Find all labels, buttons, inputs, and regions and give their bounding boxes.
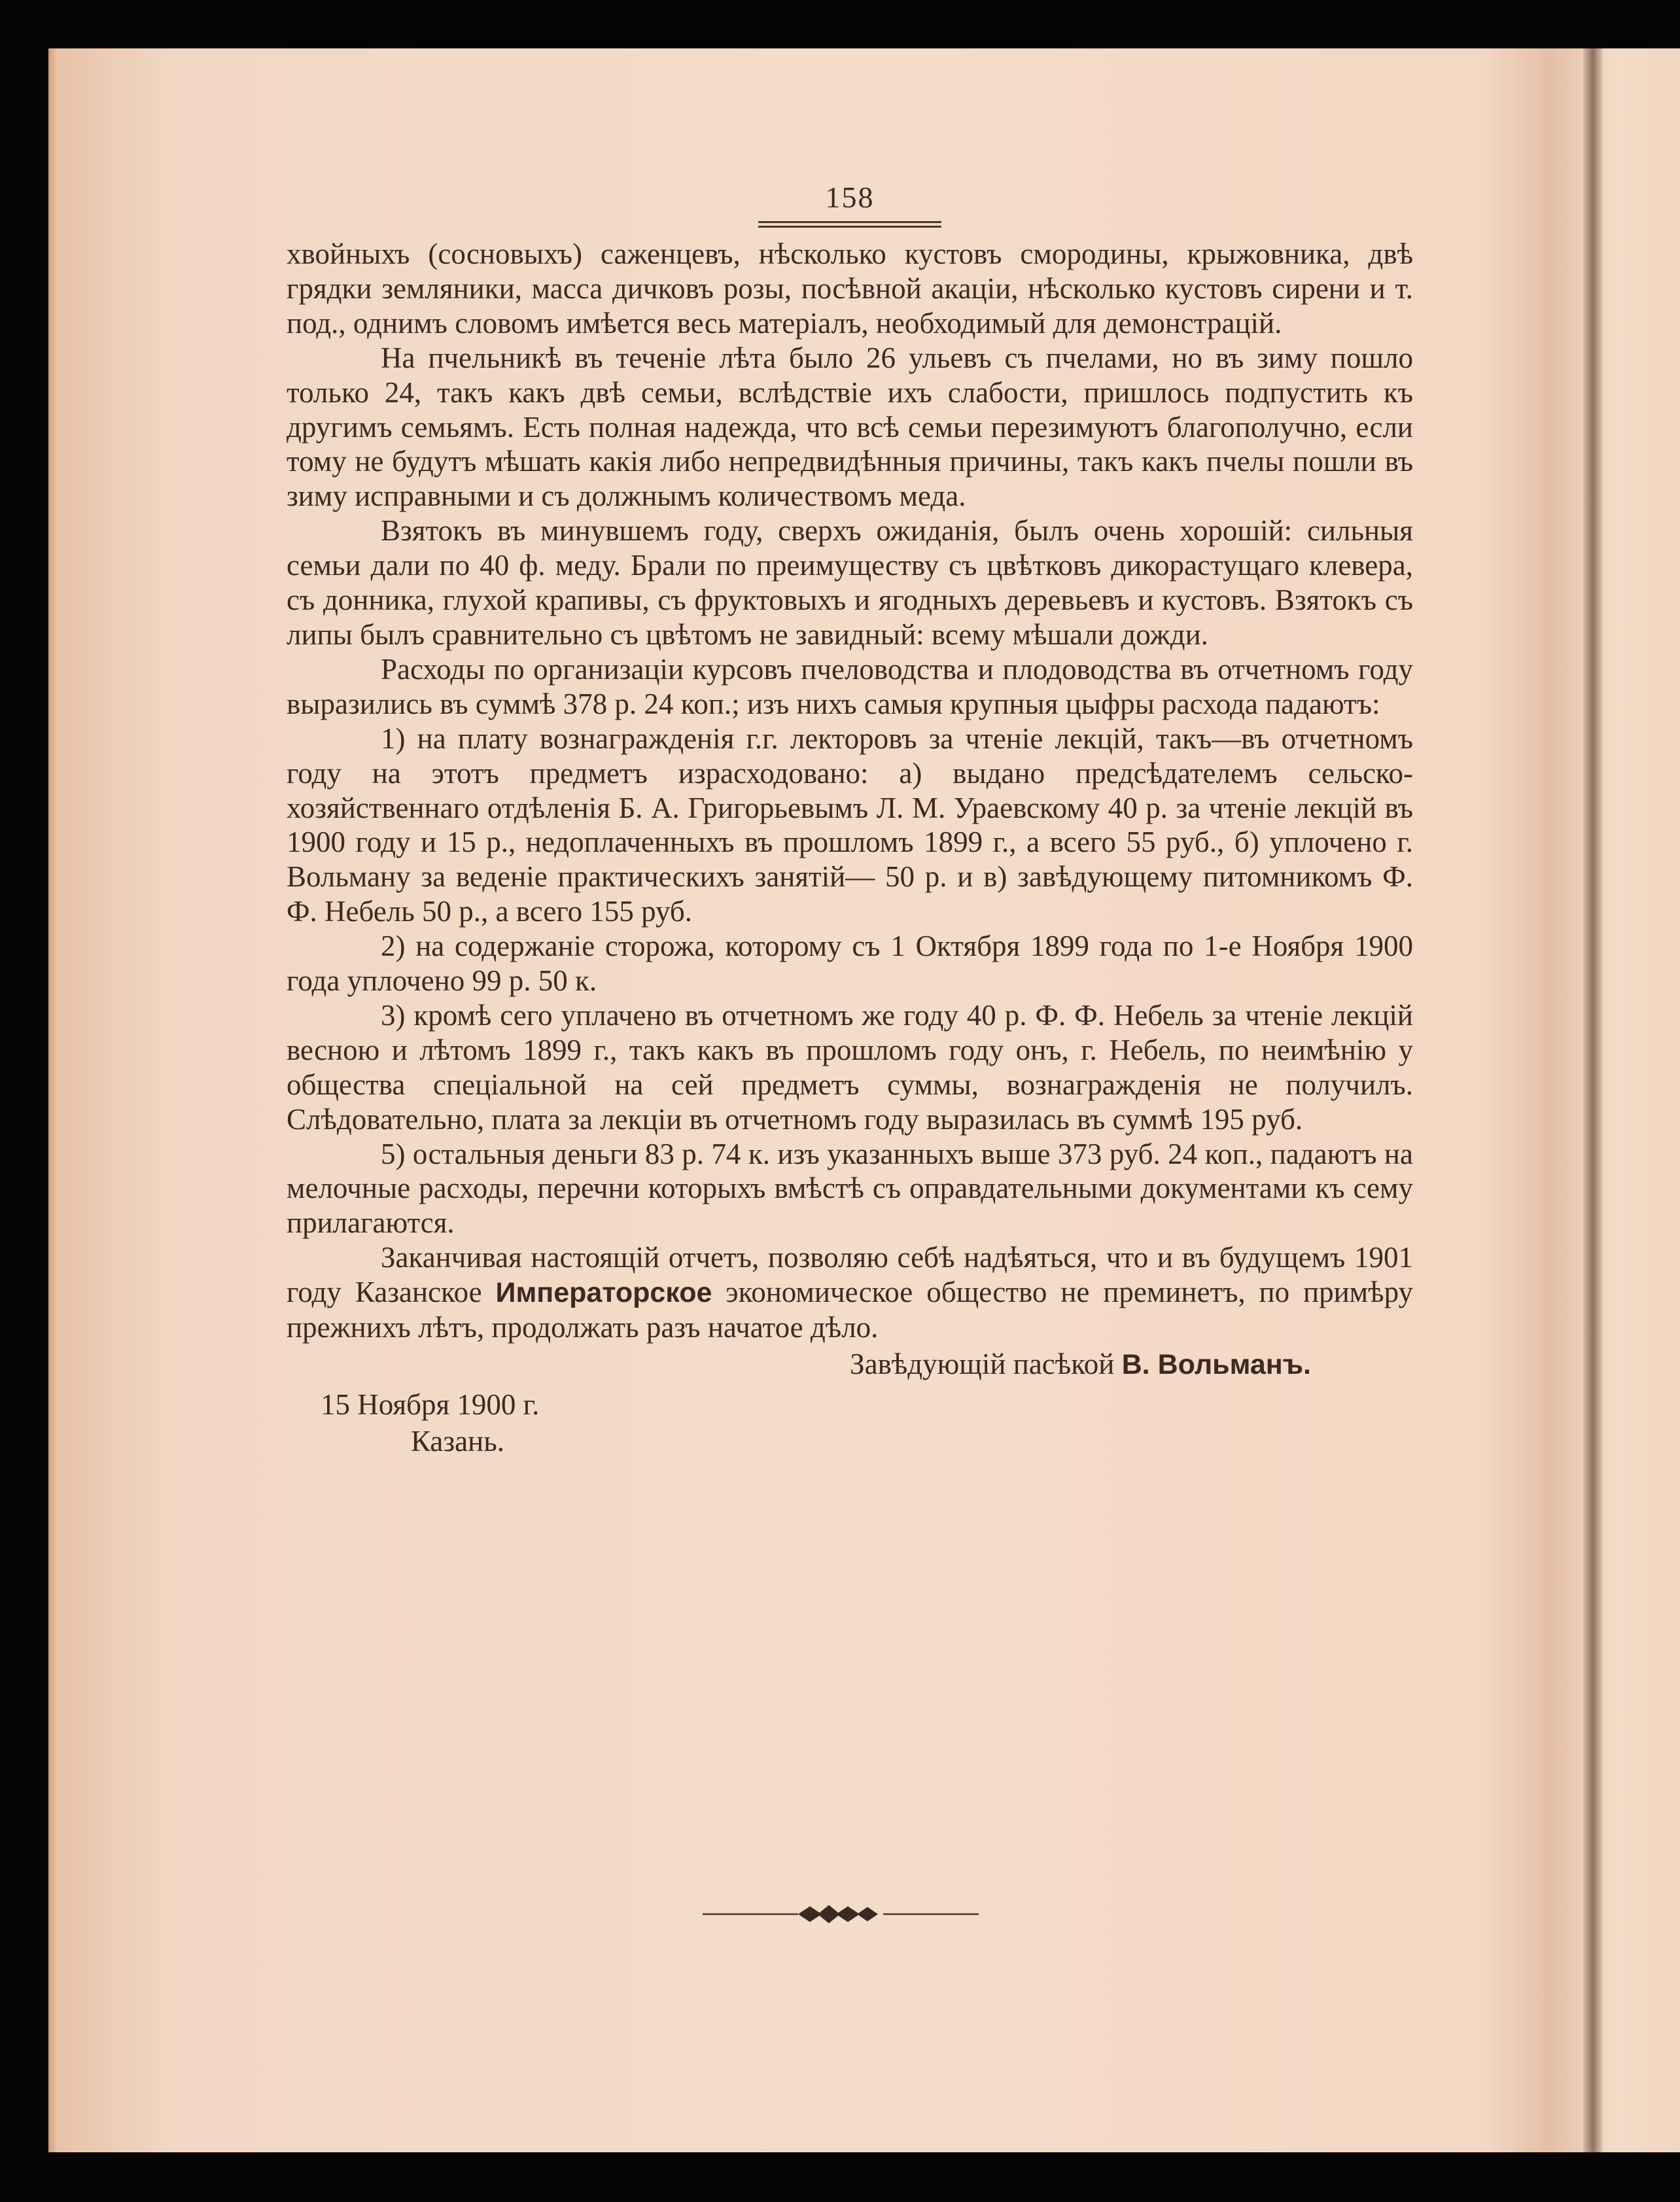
- paragraph-apiary: На пчельникѣ въ теченіе лѣта было 26 ульевъ съ пчелами, но въ зиму пошло только 24, такъ какъ двѣ семьи, вслѣдствіе ихъ слабости, пришлось подпустить къ другимъ семьямъ. Есть полная надежда, что всѣ семьи перезимуютъ благополучно, если тому не будутъ мѣшать какія либо непредвидѣнныя причины, такъ какъ пчелы пошли въ зиму исправными и съ должнымъ количествомъ меда.: [287, 341, 1413, 513]
- end-ornament-icon: [700, 1901, 981, 1927]
- date-block: [287, 1386, 1413, 1459]
- signature-title: Завѣдующій пасѣкой: [850, 1348, 1122, 1380]
- header-double-rule: [758, 221, 941, 228]
- page-number: 158: [825, 181, 875, 214]
- paragraph-expenses: Расходы по организаціи курсовъ пчеловодства и плодоводства въ отчетномъ году выразились въ суммѣ 378 р. 24 коп.; изъ нихъ самыя крупныя цыфры расхода падаютъ:: [287, 652, 1413, 720]
- paragraph-continuation: хвойныхъ (сосновыхъ) саженцевъ, нѣсколько кустовъ смородины, крыжовника, двѣ грядки земляники, масса дичковъ розы, посѣвной акаціи, нѣсколько кустовъ сирени и т. под., однимъ словомъ имѣется весь матеріалъ, необходимый для демонстрацій.: [287, 237, 1413, 340]
- paragraph-item-3: 3) кромѣ сего уплачено въ отчетномъ же году 40 р. Ф. Ф. Небель за чтеніе лекцій весною и лѣтомъ 1899 г., такъ какъ въ прошломъ году онъ, г. Небель, по неимѣнію у общества спеціальной на сей предметъ суммы, вознагражденія не получилъ. Слѣдовательно, плата за лекціи въ отчетномъ году выразилась въ суммѣ 195 руб.: [287, 998, 1413, 1136]
- closing-text-after: экономическое общество не преминетъ, по примѣру прежнихъ лѣтъ, продолжать разъ начатое дѣло.: [287, 1276, 1413, 1344]
- document-city: Казань.: [411, 1425, 504, 1458]
- paragraph-item-1: 1) на плату вознагражденія г.г. лекторовъ за чтеніе лекцій, такъ—въ отчетномъ году на этотъ предметъ израсходовано: а) выдано предсѣдателемъ сельско-хозяйственнаго отдѣленія Б. А. Григорьевымъ Л. М. Ураевскому 40 р. за чтеніе лекцій въ 1900 году и 15 р., недоплаченныхъ въ прошломъ 1899 г., а всего 55 руб., б) уплочено г. Вольману за веденіе практическихъ занятій— 50 р. и в) завѣдующему питомникомъ Ф. Ф. Небель 50 р., а всего 155 руб.: [287, 722, 1413, 928]
- page-edge: [48, 48, 58, 2152]
- closing-emphasis: Императорское: [495, 1277, 712, 1309]
- signature-line: [287, 1346, 1413, 1382]
- book-gutter-shadow: [1583, 48, 1603, 2152]
- page-text-block: [287, 177, 1413, 1459]
- paragraph-closing: [287, 1240, 1413, 1345]
- document-date: 15 Ноября 1900 г.: [321, 1388, 540, 1421]
- signature-name: В. Вольманъ.: [1121, 1349, 1311, 1380]
- closing-text-before: Заканчивая настоящій отчетъ, позволяю себѣ надѣяться, что и въ будущемъ 1901 году Казанское: [287, 1241, 1413, 1309]
- paragraph-item-2: 2) на содержаніе сторожа, которому съ 1 Октября 1899 года по 1-е Ноября 1900 года уплочено 99 р. 50 к.: [287, 930, 1413, 998]
- paragraph-item-5: 5) остальныя деньги 83 р. 74 к. изъ указанныхъ выше 373 руб. 24 коп., падаютъ на мелочные расходы, перечни которыхъ вмѣстѣ съ оправдательными документами къ сему прилагаются.: [287, 1137, 1413, 1240]
- paragraph-honey-flow: Взятокъ въ минувшемъ году, сверхъ ожиданія, былъ очень хорошій: сильныя семьи дали по 40 ф. меду. Брали по преимуществу съ цвѣтковъ дикорастущаго клевера, съ донника, глухой крапивы, съ фруктовыхъ и ягодныхъ деревьевъ и кустовъ. Взятокъ съ липы былъ сравнительно съ цвѣтомъ не завидный: всему мѣшали дожди.: [287, 514, 1413, 651]
